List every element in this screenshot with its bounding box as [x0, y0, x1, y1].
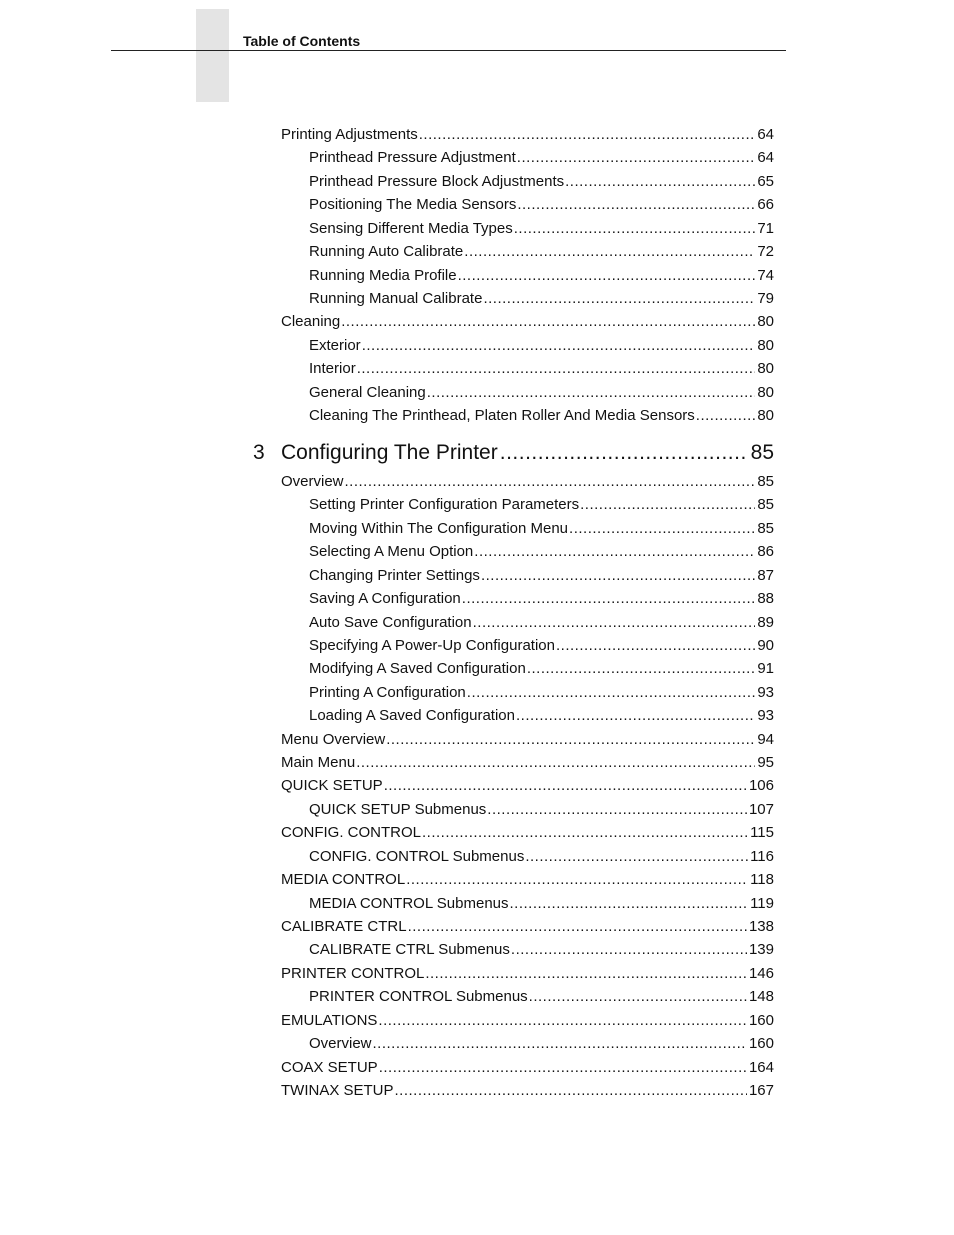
toc-entry-page-number: 160: [748, 1011, 774, 1029]
chapter-heading[interactable]: [253, 440, 774, 466]
toc-entry-label: MEDIA CONTROL Submenus: [309, 894, 509, 912]
toc-entry-label: CALIBRATE CTRL Submenus: [309, 941, 510, 959]
toc-entry-page-number: 91: [757, 660, 774, 678]
toc-entry-label: Exterior: [309, 336, 361, 354]
toc-entry-page-number: 119: [750, 894, 774, 912]
toc-subsection-entry[interactable]: [309, 590, 774, 608]
toc-entry-page-number: 148: [748, 988, 774, 1006]
toc-entry-label: Auto Save Configuration: [309, 613, 472, 631]
toc-section-entry[interactable]: [281, 1012, 774, 1030]
chapter-page-number: 85: [750, 441, 774, 464]
toc-entry-label: Interior: [309, 360, 356, 378]
toc-entry-label: QUICK SETUP Submenus: [309, 800, 487, 818]
toc-entry-page-number: 88: [757, 590, 774, 608]
dot-leader: [514, 220, 756, 238]
dot-leader: [516, 707, 755, 725]
toc-entry-page-number: 90: [757, 636, 774, 654]
dot-leader: [473, 614, 756, 632]
toc-subsection-entry[interactable]: [309, 496, 774, 514]
dot-leader: [525, 848, 748, 866]
toc-entry-label: CALIBRATE CTRL: [281, 917, 407, 935]
dot-leader: [483, 290, 755, 308]
toc-entry-label: Specifying A Power-Up Configuration: [309, 636, 555, 654]
page-header-title: Table of Contents: [243, 33, 361, 49]
toc-entry-label: EMULATIONS: [281, 1011, 378, 1029]
dot-leader: [406, 871, 748, 889]
toc-entry-page-number: 106: [748, 777, 774, 795]
toc-entry-label: Cleaning The Printhead, Platen Roller And Media Sensors: [309, 407, 695, 425]
dot-leader: [384, 777, 747, 795]
dot-leader: [500, 440, 748, 466]
dot-leader: [580, 496, 755, 514]
dot-leader: [356, 754, 755, 772]
toc-entry-label: Printing A Configuration: [309, 683, 466, 701]
toc-entry-page-number: 167: [748, 1081, 774, 1099]
toc-section-entry[interactable]: [281, 731, 774, 749]
toc-entry-page-number: 86: [757, 543, 774, 561]
toc-subsection-entry[interactable]: [309, 543, 774, 561]
toc-entry-label: General Cleaning: [309, 383, 426, 401]
toc-subsection-entry[interactable]: [309, 220, 774, 238]
toc-entry-page-number: 65: [757, 172, 774, 190]
chapter-number: 3: [253, 441, 265, 464]
toc-entry-label: Loading A Saved Configuration: [309, 707, 515, 725]
toc-entry-label: Selecting A Menu Option: [309, 543, 474, 561]
toc-subsection-entry[interactable]: [309, 614, 774, 632]
dot-leader: [362, 337, 756, 355]
toc-entry-page-number: 80: [757, 313, 774, 331]
dot-leader: [517, 149, 756, 167]
toc-subsection-entry[interactable]: [309, 290, 774, 308]
toc-entry-page-number: 107: [748, 800, 774, 818]
toc-subsection-entry[interactable]: [309, 173, 774, 191]
toc-subsection-entry[interactable]: [309, 360, 774, 378]
dot-leader: [565, 173, 755, 191]
toc-entry-page-number: 66: [757, 196, 774, 214]
toc-entry-page-number: 80: [757, 336, 774, 354]
toc-subsection-entry[interactable]: [309, 196, 774, 214]
toc-subsection-entry[interactable]: [309, 149, 774, 167]
toc-subsection-entry[interactable]: [309, 337, 774, 355]
dot-leader: [529, 988, 747, 1006]
toc-entry-label: Cleaning: [281, 313, 341, 331]
toc-subsection-entry[interactable]: [309, 684, 774, 702]
dot-leader: [378, 1012, 747, 1030]
dot-leader: [395, 1082, 747, 1100]
toc-section-entry[interactable]: [281, 473, 774, 491]
toc-entry-label: COAX SETUP: [281, 1058, 378, 1076]
toc-subsection-entry[interactable]: [309, 707, 774, 725]
toc-entry-label: Printhead Pressure Block Adjustments: [309, 172, 565, 190]
toc-subsection-entry[interactable]: [309, 660, 774, 678]
dot-leader: [422, 824, 748, 842]
dot-leader: [357, 360, 756, 378]
dot-leader: [517, 196, 755, 214]
toc-subsection-entry[interactable]: [309, 567, 774, 585]
dot-leader: [345, 473, 756, 491]
toc-entry-page-number: 115: [750, 824, 774, 842]
dot-leader: [419, 126, 756, 144]
toc-entry-page-number: 95: [757, 754, 774, 772]
toc-entry-page-number: 72: [757, 243, 774, 261]
toc-entry-page-number: 146: [748, 964, 774, 982]
toc-entry-label: Running Auto Calibrate: [309, 243, 464, 261]
toc-entry-label: Overview: [309, 1035, 372, 1053]
toc-entry-label: Main Menu: [281, 754, 356, 772]
toc-subsection-entry[interactable]: [309, 267, 774, 285]
toc-subsection-entry[interactable]: [309, 801, 774, 819]
toc-section-entry[interactable]: [281, 1082, 774, 1100]
toc-subsection-entry[interactable]: [309, 384, 774, 402]
toc-section-entry[interactable]: [281, 824, 774, 842]
chapter-title: Configuring The Printer: [281, 441, 498, 464]
toc-section-entry[interactable]: [281, 965, 774, 983]
toc-section-entry[interactable]: [281, 1059, 774, 1077]
dot-leader: [511, 941, 747, 959]
dot-leader: [556, 637, 755, 655]
toc-section-entry[interactable]: [281, 126, 774, 144]
toc-entry-page-number: 93: [757, 707, 774, 725]
dot-leader: [464, 243, 755, 261]
dot-leader: [341, 313, 755, 331]
dot-leader: [408, 918, 747, 936]
toc-entry-label: CONFIG. CONTROL: [281, 824, 422, 842]
dot-leader: [696, 407, 756, 425]
toc-entry-label: Printing Adjustments: [281, 126, 418, 143]
toc-entry-page-number: 74: [757, 266, 774, 284]
dot-leader: [467, 684, 756, 702]
toc-entry-page-number: 160: [748, 1035, 774, 1053]
toc-subsection-entry[interactable]: [309, 637, 774, 655]
dot-leader: [481, 567, 755, 585]
toc-entry-label: Saving A Configuration: [309, 590, 461, 608]
toc-entry-page-number: 85: [757, 496, 774, 514]
toc-subsection-entry[interactable]: [309, 243, 774, 261]
toc-entry-page-number: 118: [750, 871, 774, 889]
toc-entry-label: Running Media Profile: [309, 266, 457, 284]
toc-subsection-entry[interactable]: [309, 895, 774, 913]
toc-entry-label: Overview: [281, 473, 344, 490]
toc-entry-page-number: 64: [757, 126, 774, 143]
toc-entry-label: CONFIG. CONTROL Submenus: [309, 847, 525, 865]
toc-entry-label: Changing Printer Settings: [309, 566, 480, 584]
toc-entry-page-number: 85: [757, 473, 774, 490]
dot-leader: [427, 384, 756, 402]
toc-entry-page-number: 89: [757, 613, 774, 631]
toc-section-entry[interactable]: [281, 871, 774, 889]
dot-leader: [569, 520, 755, 538]
toc-entry-label: Sensing Different Media Types: [309, 219, 513, 237]
toc-section-entry[interactable]: [281, 313, 774, 331]
toc-entry-page-number: 64: [757, 149, 774, 167]
toc-entry-label: Running Manual Calibrate: [309, 289, 483, 307]
toc-entry-page-number: 80: [757, 383, 774, 401]
toc-entry-page-number: 79: [757, 289, 774, 307]
toc-entry-label: PRINTER CONTROL: [281, 964, 425, 982]
toc-entry-page-number: 139: [748, 941, 774, 959]
dot-leader: [487, 801, 747, 819]
dot-leader: [373, 1035, 747, 1053]
toc-entry-label: Menu Overview: [281, 730, 386, 748]
dot-leader: [510, 895, 749, 913]
dot-leader: [379, 1059, 747, 1077]
dot-leader: [458, 267, 756, 285]
toc-subsection-entry[interactable]: [309, 941, 774, 959]
toc-entry-page-number: 71: [757, 219, 774, 237]
toc-entry-page-number: 164: [748, 1058, 774, 1076]
toc-subsection-entry[interactable]: [309, 407, 774, 425]
toc-section-entry[interactable]: [281, 777, 774, 795]
toc-entry-page-number: 85: [757, 519, 774, 537]
toc-subsection-entry[interactable]: [309, 520, 774, 538]
toc-entry-page-number: 116: [750, 847, 774, 865]
toc-entry-page-number: 80: [757, 407, 774, 425]
toc-section-entry[interactable]: [281, 754, 774, 772]
toc-entry-label: PRINTER CONTROL Submenus: [309, 988, 528, 1006]
dot-leader: [425, 965, 747, 983]
toc-entry-page-number: 138: [748, 917, 774, 935]
toc-subsection-entry[interactable]: [309, 988, 774, 1006]
toc-entry-page-number: 94: [757, 730, 774, 748]
toc-entry-label: Setting Printer Configuration Parameters: [309, 496, 580, 514]
toc-subsection-entry[interactable]: [309, 1035, 774, 1053]
dot-leader: [474, 543, 755, 561]
toc-entry-label: Modifying A Saved Configuration: [309, 660, 526, 678]
toc-entry-page-number: 93: [757, 683, 774, 701]
dot-leader: [386, 731, 755, 749]
toc-entry-label: TWINAX SETUP: [281, 1081, 394, 1099]
toc-entry-label: Printhead Pressure Adjustment: [309, 149, 516, 167]
toc-section-entry[interactable]: [281, 918, 774, 936]
toc-entry-page-number: 87: [757, 566, 774, 584]
toc-entry-label: QUICK SETUP: [281, 777, 383, 795]
dot-leader: [527, 660, 756, 678]
toc-entry-label: Moving Within The Configuration Menu: [309, 519, 569, 537]
toc-entry-page-number: 80: [757, 360, 774, 378]
dot-leader: [462, 590, 756, 608]
toc-subsection-entry[interactable]: [309, 848, 774, 866]
toc-entry-label: MEDIA CONTROL: [281, 871, 406, 889]
toc-entry-label: Positioning The Media Sensors: [309, 196, 517, 214]
